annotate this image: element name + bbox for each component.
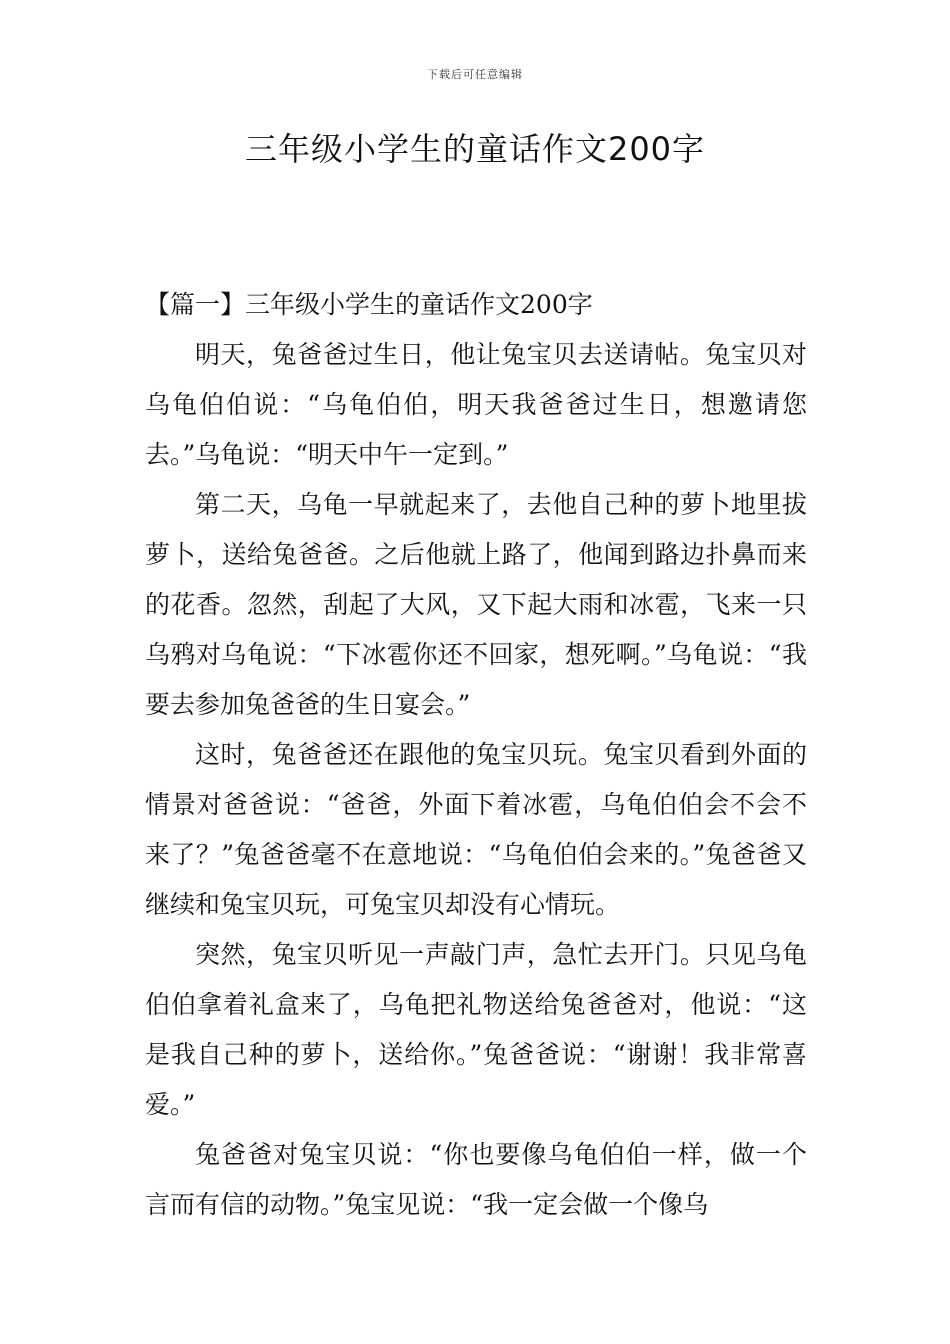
- header-note: 下载后可任意编辑: [427, 68, 523, 81]
- paragraph: 明天，兔爸爸过生日，他让兔宝贝去送请帖。兔宝贝对乌龟伯伯说：“乌龟伯伯，明天我爸爸过生日，想邀请您去。”乌龟说：“明天中午一定到。”: [145, 340, 807, 469]
- section-heading: 【篇一】三年级小学生的童话作文200字: [145, 290, 593, 319]
- paragraph: 第二天，乌龟一早就起来了，去他自己种的萝卜地里拔萝卜，送给兔爸爸。之后他就上路了，他闻到路边扑鼻而来的花香。忽然，刮起了大风，又下起大雨和冰雹，飞来一只乌鸦对乌龟说：“下冰雹你还不回家，想死啊。”乌龟说：“我要去参加兔爸爸的生日宴会。”: [145, 490, 807, 719]
- paragraph: 这时，兔爸爸还在跟他的兔宝贝玩。兔宝贝看到外面的情景对爸爸说：“爸爸，外面下着冰雹，乌龟伯伯会不会不来了？”兔爸爸毫不在意地说：“乌龟伯伯会来的。”兔爸爸又继续和兔宝贝玩，可兔宝贝却没有心情玩。: [145, 740, 807, 919]
- paragraph: 兔爸爸对兔宝贝说：“你也要像乌龟伯伯一样，做一个言而有信的动物。”兔宝见说：“我一定会做一个像乌: [145, 1140, 807, 1219]
- paragraph: 突然，兔宝贝听见一声敲门声，急忙去开门。只见乌龟伯伯拿着礼盒来了，乌龟把礼物送给兔爸爸对，他说：“这是我自己种的萝卜，送给你。”兔爸爸说：“谢谢！我非常喜爱。”: [145, 940, 807, 1119]
- document-body: [145, 280, 807, 1230]
- document-title: 三年级小学生的童话作文200字: [244, 130, 706, 168]
